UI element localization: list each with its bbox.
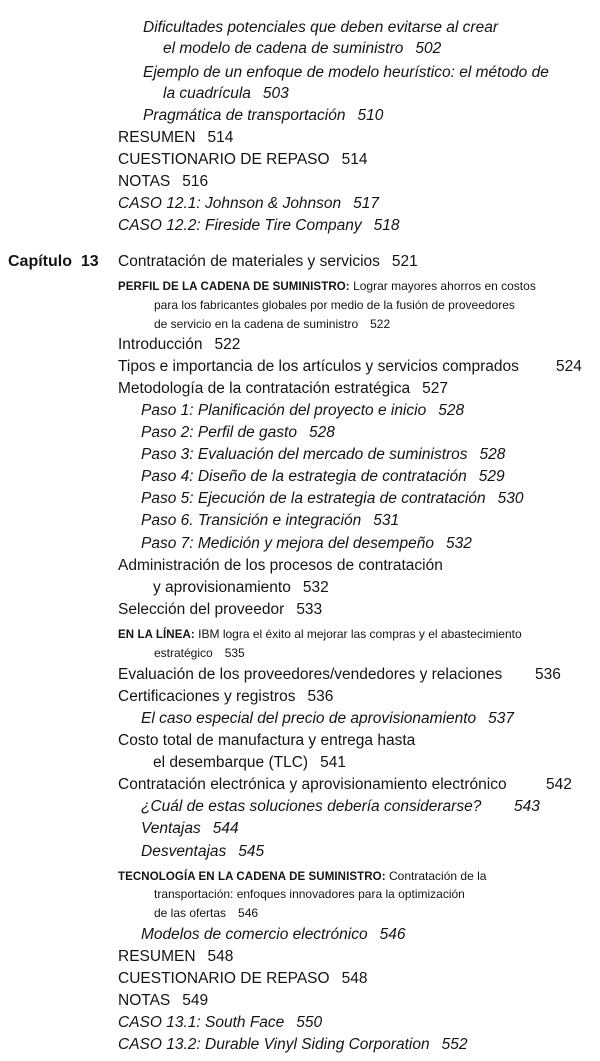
feature-box-line [118,627,522,643]
entry-title: CUESTIONARIO DE REPASO [118,151,330,168]
feature-text: de servicio en la cadena de suministro [154,317,359,331]
entry-page: 548 [341,970,368,987]
entry-page: 522 [370,317,391,331]
entry-page: 514 [207,129,234,146]
feature-box-line [154,906,258,921]
entry-page: 524 [556,358,582,375]
chapter-page: 521 [391,253,418,270]
entry-page: 528 [308,424,335,441]
entry-title: NOTAS [118,173,171,190]
toc-entry [118,557,443,575]
entry-title: El caso especial del precio de aprovisionamiento [141,710,477,727]
entry-title: y aprovisionamiento [153,579,291,596]
entry-page: 545 [238,843,265,860]
entry-page: 546 [379,926,406,943]
toc-entry [118,195,379,213]
entry-title: Selección del proveedor [118,601,285,618]
chapter-word: Capítulo [8,253,72,270]
toc-entry [118,358,519,376]
entry-title: Administración de los procesos de contratación [118,557,443,574]
toc-entry [141,843,264,861]
feature-text: transportación: enfoques innovadores para la optimización [154,887,465,901]
entry-title: Pragmática de transportación [143,107,346,124]
entry-title: Ejemplo de un enfoque de modelo heurístico: el método de [143,64,549,81]
toc-entry [118,601,322,619]
toc-entry [118,732,415,750]
toc-entry [118,948,233,966]
entry-title: Paso 3: Evaluación del mercado de suministros [141,446,468,463]
toc-entry [118,992,208,1010]
entry-page: 536 [307,688,334,705]
entry-page: 528 [479,446,506,463]
toc-entry [118,970,367,988]
entry-page: 535 [224,646,245,660]
toc-entry [118,173,208,191]
entry-title: el desembarque (TLC) [153,754,309,771]
entry-page: 522 [214,336,241,353]
entry-page: 537 [488,710,515,727]
entry-page: 531 [373,512,400,529]
chapter-number: 13 [80,253,99,270]
entry-page: 546 [238,906,259,920]
toc-entry [141,490,524,508]
toc-entry [118,151,367,169]
entry-title: Modelos de comercio electrónico [141,926,368,943]
toc-entry [118,1014,322,1032]
feature-box-line [154,317,390,332]
entry-page: 517 [353,195,380,212]
toc-entry [143,64,549,82]
toc-entry [141,535,472,553]
toc-entry [141,820,239,838]
entry-title: Costo total de manufactura y entrega hasta [118,732,416,749]
entry-title: CUESTIONARIO DE REPASO [118,970,330,987]
entry-title: Paso 7: Medición y mejora del desempeño [141,535,434,552]
entry-title: la cuadrícula [163,85,251,102]
entry-title: CASO 13.2: Durable Vinyl Siding Corporation [118,1036,430,1053]
toc-entry [118,688,333,706]
feature-tag: TECNOLOGÍA EN LA CADENA DE SUMINISTRO: [118,871,386,883]
toc-entry [141,798,481,816]
entry-page: 532 [445,535,472,552]
feature-box-line [118,869,486,885]
feature-text: Contratación de la [389,869,487,883]
entry-title: Paso 2: Perfil de gasto [141,424,297,441]
toc-entry [118,336,240,354]
toc-entry [141,710,514,728]
toc-entry [118,129,233,147]
toc-entry [118,380,448,398]
feature-text: de las ofertas [154,906,227,920]
entry-page: 516 [182,173,209,190]
chapter-title [118,253,418,271]
entry-page: 548 [207,948,234,965]
entry-page: 550 [296,1014,323,1031]
entry-page: 514 [341,151,368,168]
entry-page: 544 [212,820,239,837]
toc-entry [118,1036,467,1054]
entry-title: CASO 12.2: Fireside Tire Company [118,217,362,234]
feature-text: estratégico [154,646,213,660]
entry-title: Certificaciones y registros [118,688,296,705]
feature-box-line [118,279,536,295]
entry-title: Dificultades potenciales que deben evitarse al crear [143,19,498,36]
entry-title: Introducción [118,336,203,353]
entry-page: 527 [422,380,448,397]
feature-tag: PERFIL DE LA CADENA DE SUMINISTRO: [118,281,350,293]
entry-page: 503 [262,85,289,102]
feature-box-line [154,646,245,661]
entry-title: CASO 12.1: Johnson & Johnson [118,195,342,212]
chapter-label [8,253,99,271]
entry-page: 533 [296,601,323,618]
entry-title: Evaluación de los proveedores/vendedores y relaciones [118,666,503,683]
feature-text: para los fabricantes globales por medio de la fusión de proveedores [154,298,515,312]
toc-entry [141,512,399,530]
toc-entry [118,666,502,684]
toc-entry [141,446,505,464]
feature-tag: EN LA LÍNEA: [118,629,195,641]
feature-text: IBM logra el éxito al mejorar las compras y el abastecimiento [198,627,522,641]
toc-entry [163,40,441,58]
entry-page: 530 [497,490,524,507]
entry-title: Paso 1: Planificación del proyecto e inicio [141,402,427,419]
toc-entry [141,468,505,486]
toc-entry [141,926,405,944]
entry-page: 528 [438,402,465,419]
toc-entry [143,19,498,37]
entry-page: 552 [441,1036,468,1053]
entry-page: 536 [535,666,561,683]
toc-entry [118,217,400,235]
toc-entry [153,579,329,597]
entry-page: 543 [514,798,540,815]
entry-page: 518 [373,217,400,234]
feature-box-line [154,298,515,313]
entry-title: Paso 6. Transición e integración [141,512,362,529]
chapter-title-text: Contratación de materiales y servicios [118,253,380,270]
toc-entry [163,85,289,103]
toc-entry [141,402,464,420]
toc-entry [153,754,346,772]
entry-title: Paso 5: Ejecución de la estrategia de contratación [141,490,486,507]
entry-title: ¿Cuál de estas soluciones debería considerarse? [141,798,482,815]
entry-page: 502 [415,40,442,57]
entry-title: el modelo de cadena de suministro [163,40,404,57]
feature-text: Lograr mayores ahorros en costos [353,279,536,293]
entry-title: Metodología de la contratación estratégica [118,380,411,397]
entry-title: Desventajas [141,843,227,860]
feature-box-line [154,887,465,902]
toc-entry [143,107,383,125]
entry-page: 529 [478,468,505,485]
entry-page: 532 [302,579,329,596]
entry-title: RESUMEN [118,948,196,965]
entry-page: 542 [546,776,572,793]
entry-title: RESUMEN [118,129,196,146]
toc-entry [141,424,335,442]
entry-page: 541 [320,754,346,771]
entry-title: Paso 4: Diseño de la estrategia de contratación [141,468,467,485]
entry-title: Contratación electrónica y aprovisionamiento electrónico [118,776,507,793]
entry-title: Tipos e importancia de los artículos y servicios comprados [118,358,519,375]
toc-entry [118,776,507,794]
entry-title: CASO 13.1: South Face [118,1014,285,1031]
entry-page: 510 [357,107,384,124]
entry-title: NOTAS [118,992,171,1009]
entry-title: Ventajas [141,820,201,837]
entry-page: 549 [182,992,209,1009]
